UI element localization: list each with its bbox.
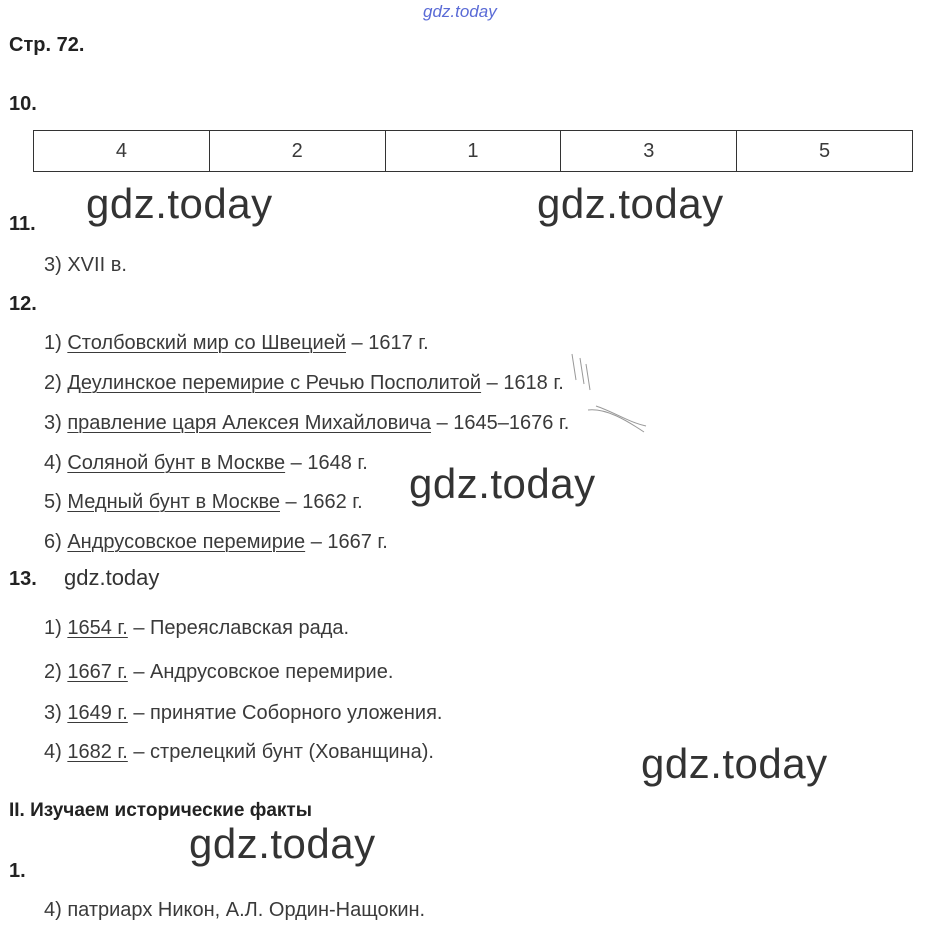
scribble-mark bbox=[566, 350, 666, 440]
item-number: 3) bbox=[44, 412, 68, 434]
list-item bbox=[44, 531, 388, 554]
page-reference: Стр. 72. bbox=[9, 34, 85, 56]
event-name: – Андрусовское перемирие. bbox=[127, 661, 394, 683]
watermark: gdz.today bbox=[641, 740, 828, 787]
watermark: gdz.today bbox=[409, 460, 596, 507]
answer-cell: 2 bbox=[209, 131, 385, 172]
item-number: 1) bbox=[44, 332, 68, 354]
event-name: Соляной бунт в Москве bbox=[67, 452, 286, 474]
section-question-1-number: 1. bbox=[9, 860, 26, 882]
answer-cell: 4 bbox=[34, 131, 210, 172]
event-date: 1654 г. bbox=[67, 617, 128, 639]
event-date: – 1645–1676 г. bbox=[431, 412, 570, 434]
event-name: Медный бунт в Москве bbox=[67, 491, 280, 513]
list-item bbox=[44, 452, 368, 475]
watermark: gdz.today bbox=[537, 180, 724, 227]
list-item bbox=[44, 661, 393, 684]
item-number: 4) bbox=[44, 452, 68, 474]
question-10-number: 10. bbox=[9, 93, 37, 115]
item-number: 2) bbox=[44, 372, 68, 394]
list-item bbox=[44, 741, 434, 764]
event-date: – 1662 г. bbox=[279, 491, 363, 513]
item-number: 5) bbox=[44, 491, 68, 513]
list-item bbox=[44, 372, 564, 395]
event-name: Столбовский мир со Швецией bbox=[67, 332, 346, 354]
event-name: – стрелецкий бунт (Хованщина). bbox=[127, 741, 434, 763]
event-name: правление царя Алексея Михайловича bbox=[67, 412, 432, 434]
item-number: 2) bbox=[44, 661, 68, 683]
section-title: II. Изучаем исторические факты bbox=[9, 800, 312, 821]
answer-row bbox=[34, 131, 913, 172]
event-name: – Переяславская рада. bbox=[127, 617, 350, 639]
event-date: – 1617 г. bbox=[346, 332, 429, 354]
section-question-1-answer: 4) патриарх Никон, А.Л. Ордин-Нащокин. bbox=[44, 899, 426, 921]
event-name: Андрусовское перемирие bbox=[67, 531, 306, 553]
watermark-top: gdz.today bbox=[423, 2, 497, 21]
watermark: gdz.today bbox=[189, 820, 376, 867]
event-date: 1682 г. bbox=[67, 741, 128, 763]
item-number: 6) bbox=[44, 531, 68, 553]
watermark: gdz.today bbox=[64, 565, 160, 590]
item-number: 3) bbox=[44, 702, 68, 724]
list-item bbox=[44, 617, 349, 640]
answer-cell: 3 bbox=[561, 131, 737, 172]
event-date: 1649 г. bbox=[67, 702, 128, 724]
event-date: 1667 г. bbox=[67, 661, 128, 683]
item-number: 1) bbox=[44, 617, 68, 639]
question-13-number: 13. bbox=[9, 568, 37, 590]
question-12-number: 12. bbox=[9, 293, 37, 315]
list-item bbox=[44, 332, 429, 355]
event-date: – 1648 г. bbox=[285, 452, 368, 474]
list-item bbox=[44, 491, 363, 514]
event-date: – 1667 г. bbox=[305, 531, 388, 553]
list-item bbox=[44, 412, 569, 435]
event-name: Деулинское перемирие с Речью Посполитой bbox=[67, 372, 482, 394]
question-11-number: 11. bbox=[9, 213, 36, 235]
event-date: – 1618 г. bbox=[481, 372, 564, 394]
event-name: – принятие Соборного уложения. bbox=[127, 702, 443, 724]
answer-cell: 5 bbox=[737, 131, 913, 172]
question-11-answer: 3) XVII в. bbox=[44, 254, 127, 276]
question-10-answer-table bbox=[33, 130, 913, 172]
item-number: 4) bbox=[44, 741, 68, 763]
answer-cell: 1 bbox=[385, 131, 561, 172]
watermark: gdz.today bbox=[86, 180, 273, 227]
list-item bbox=[44, 702, 443, 725]
